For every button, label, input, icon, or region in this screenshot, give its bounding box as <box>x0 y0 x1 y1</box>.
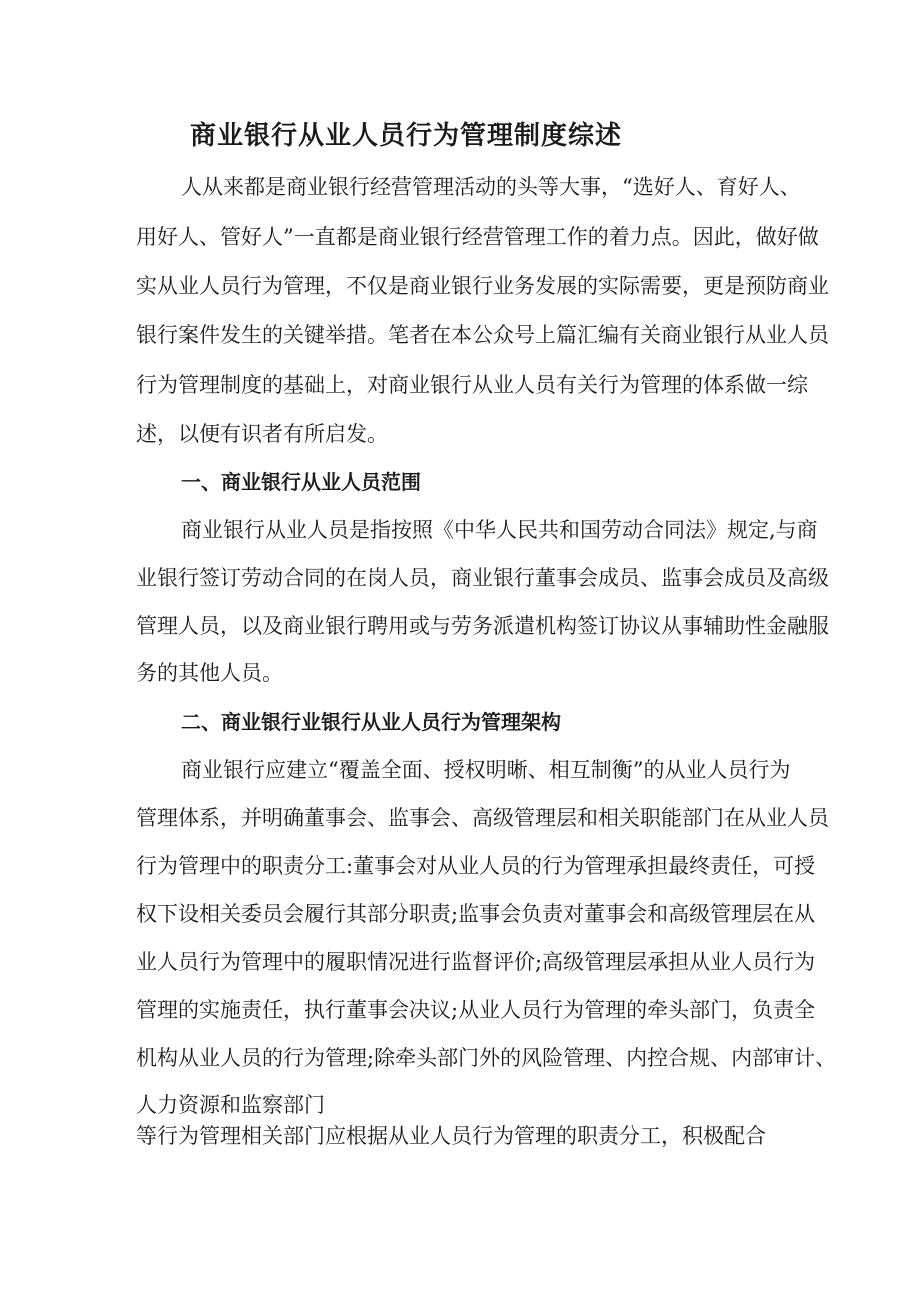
paragraph-line: 人从来都是商业银行经营管理活动的头等大事，“选好人、育好人、 <box>181 175 801 199</box>
paragraph-line: 行为管理制度的基础上，对商业银行从业人员有关行为管理的体系做一综 <box>136 373 808 397</box>
section-heading: 二、商业银行业银行从业人员行为管理架构 <box>181 710 561 734</box>
paragraph-line: 人力资源和监察部门 <box>136 1093 325 1117</box>
document-title: 商业银行从业人员行为管理制度综述 <box>190 121 623 151</box>
paragraph-line: 商业银行从业人员是指按照《中华人民共和国劳动合同法》规定,与商 <box>181 518 818 542</box>
paragraph-line: 管理人员，以及商业银行聘用或与劳务派遣机构签订协议从事辅助性金融服 <box>136 614 829 638</box>
paragraph-line: 务的其他人员。 <box>136 661 283 685</box>
paragraph-line: 实从业人员行为管理，不仅是商业银行业务发展的实际需要，更是预防商业 <box>136 274 829 298</box>
paragraph-line: 银行案件发生的关键举措。笔者在本公众号上篇汇编有关商业银行从业人员 <box>136 323 829 347</box>
paragraph-line: 权下设相关委员会履行其部分职责;监事会负责对董事会和高级管理层在从 <box>136 902 816 926</box>
paragraph-line: 用好人、管好人”一直都是商业银行经营管理工作的着力点。因此，做好做 <box>136 225 819 249</box>
paragraph-line: 述，以便有识者有所启发。 <box>136 422 388 446</box>
paragraph-line: 等行为管理相关部门应根据从业人员行为管理的职责分工，积极配合 <box>136 1124 766 1148</box>
paragraph-line: 商业银行应建立“覆盖全面、授权明晰、相互制衡”的从业人员行为 <box>181 758 791 782</box>
paragraph-line: 行为管理中的职责分工:董事会对从业人员的行为管理承担最终责任，可授 <box>136 854 816 878</box>
paragraph-line: 业银行签订劳动合同的在岗人员，商业银行董事会成员、监事会成员及高级 <box>136 566 829 590</box>
paragraph-line: 管理体系，并明确董事会、监事会、高级管理层和相关职能部门在从业人员 <box>136 806 829 830</box>
paragraph-line: 机构从业人员的行为管理;除牵头部门外的风险管理、内控合规、内部审计、 <box>136 1046 837 1070</box>
paragraph-line: 业人员行为管理中的履职情况进行监督评价;高级管理层承担从业人员行为 <box>136 950 816 974</box>
section-heading: 一、商业银行从业人员范围 <box>181 470 421 494</box>
paragraph-line: 管理的实施责任，执行董事会决议;从业人员行为管理的牵头部门，负责全 <box>136 998 816 1022</box>
